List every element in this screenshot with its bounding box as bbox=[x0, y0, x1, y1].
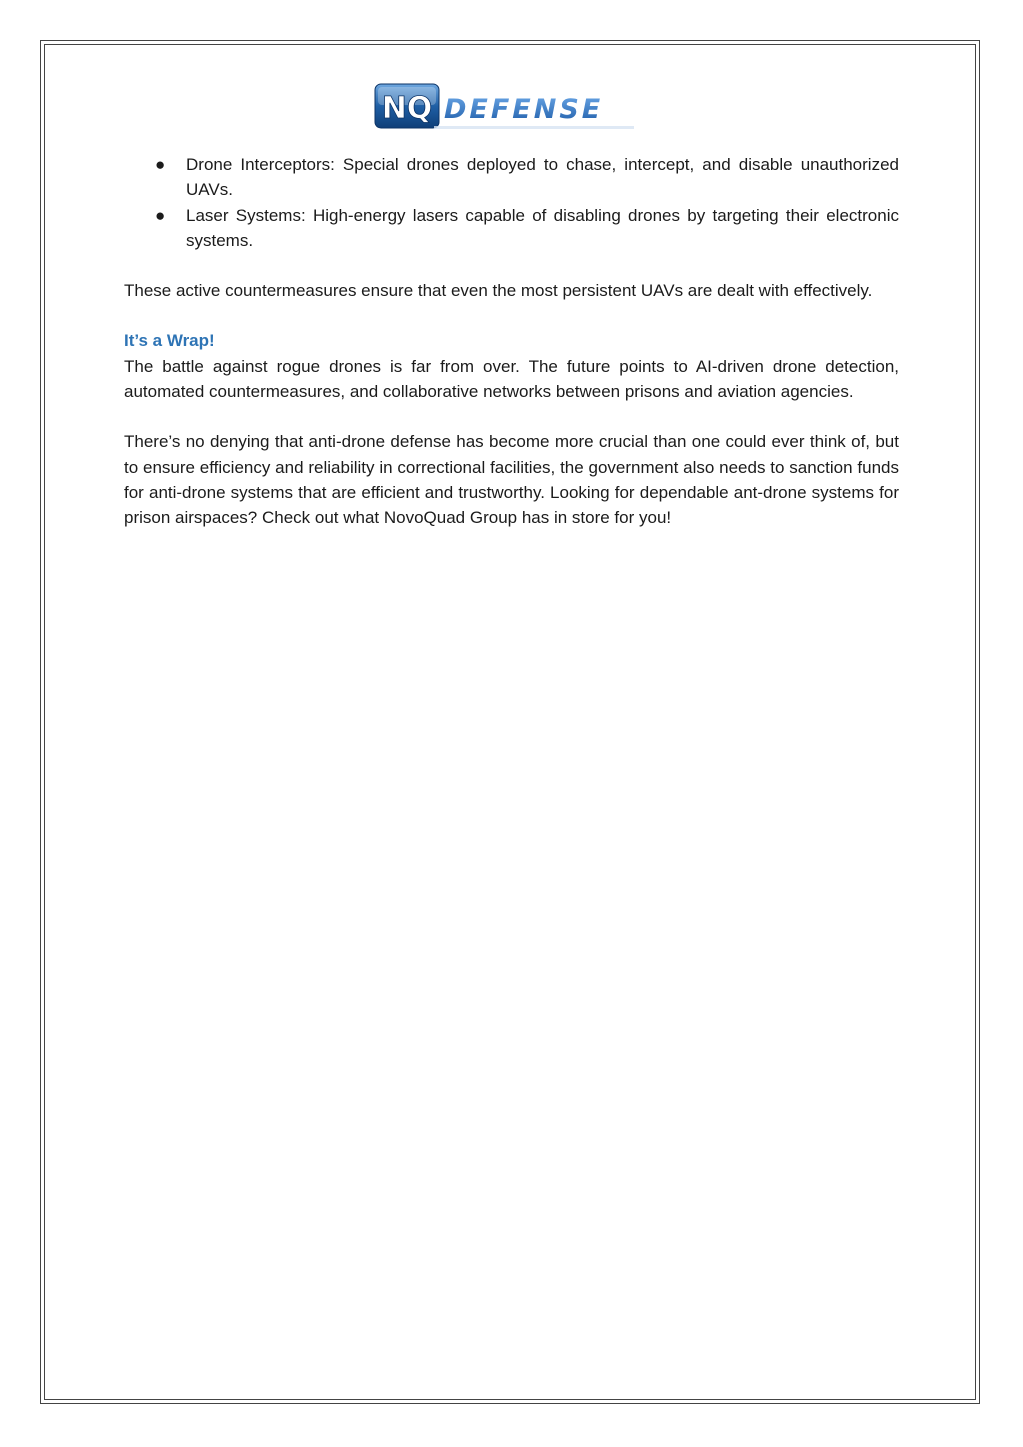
nq-defense-logo bbox=[374, 82, 654, 132]
bullet-icon: ● bbox=[155, 205, 166, 225]
list-item-text: Laser Systems: High-energy lasers capable of disabling drones by targeting their electronic systems. bbox=[186, 205, 899, 250]
paragraph-conclusion: There’s no denying that anti-drone defense has become more crucial than one could ever think of, but to ensure efficiency and reliability in correctional facilities, the government also needs to sanction funds for anti-drone systems that are efficient and trustworthy. Looking for dependable ant-drone systems for prison airspaces? Check out what NovoQuad Group has in store for you! bbox=[124, 432, 899, 528]
document-body bbox=[124, 152, 899, 531]
paragraph-active-countermeasures: These active countermeasures ensure that even the most persistent UAVs are dealt with effectively. bbox=[124, 281, 873, 301]
list-item bbox=[124, 152, 899, 203]
logo-word-text: DEFENSE bbox=[444, 94, 604, 125]
list-item bbox=[124, 203, 899, 254]
list-item-text: Drone Interceptors: Special drones deployed to chase, intercept, and disable unauthorized UAVs. bbox=[186, 155, 899, 200]
logo-badge-text: NQ bbox=[381, 91, 433, 126]
paragraph-future: The battle against rogue drones is far from over. The future points to AI-driven drone detection, automated countermeasures, and collaborative networks between prisons and aviation agencies. bbox=[124, 356, 899, 402]
countermeasure-list bbox=[124, 152, 899, 253]
bullet-icon: ● bbox=[155, 155, 166, 174]
section-heading: It’s a Wrap! bbox=[124, 331, 215, 351]
